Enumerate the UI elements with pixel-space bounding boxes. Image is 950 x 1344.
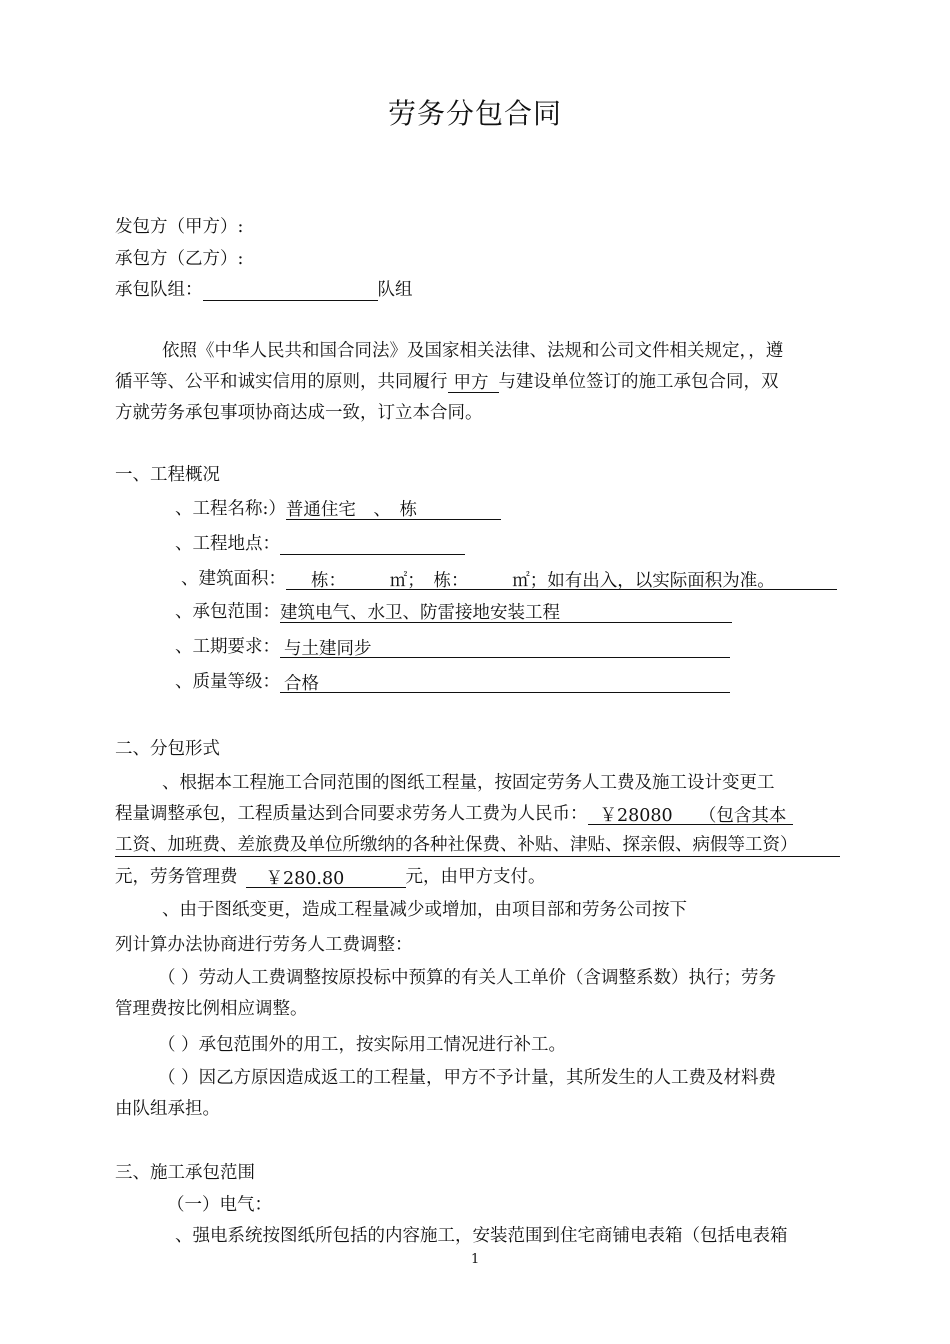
- section-2-heading: 二、分包形式: [115, 739, 220, 759]
- section-2-p1-line-2: [115, 803, 793, 825]
- contract-scope-row: [175, 601, 732, 623]
- team-blank: [203, 280, 378, 301]
- intro-line-2: [115, 371, 779, 393]
- intro-line-2c: 与建设单位签订的施工承包合同，双: [498, 372, 779, 392]
- building-area-value: 栋： ㎡； 栋： ㎡；如有出入，以实际面积为准。: [286, 570, 837, 590]
- quality-value: 合格: [280, 673, 730, 693]
- section-2-p1-line-3: 工资、加班费、差旅费及单位所缴纳的各种社保费、补贴、津贴、探亲假、病假等工资）: [115, 835, 798, 855]
- quality-label: 、质量等级：: [175, 672, 280, 692]
- adjustment-item-1-line-2: 管理费按比例相应调整。: [115, 999, 308, 1019]
- section-3-sub-1: （一）电气：: [167, 1195, 272, 1215]
- page-number: 1: [471, 1252, 480, 1267]
- schedule-value: 与土建同步: [280, 638, 730, 658]
- quality-row: [175, 671, 730, 693]
- adjustment-item-1-line-1: （ ）劳动人工费调整按原投标中预算的有关人工单价（含调整系数）执行；劳务: [158, 968, 777, 988]
- intro-line-3: 方就劳务承包事项协商达成一致，订立本合同。: [115, 403, 483, 423]
- section-2-p1-line-2a: 程量调整承包，工程质量达到合同要求劳务人工费为人民币：: [115, 804, 588, 824]
- project-name-label: 、工程名称:）: [175, 499, 286, 519]
- contract-scope-value: 建筑电气、水卫、防雷接地安装工程: [280, 602, 732, 623]
- adjustment-item-3-line-2: 由队组承担。: [115, 1099, 220, 1119]
- party-b-label: 承包方（乙方）:: [115, 249, 244, 269]
- section-2-p1-line-1: 、根据本工程施工合同范围的图纸工程量，按固定劳务人工费及施工设计变更工: [162, 773, 775, 793]
- schedule-row: [175, 636, 730, 658]
- contract-party-fill: 甲方: [448, 372, 499, 393]
- team-label: 承包队组：: [115, 280, 203, 300]
- building-area-label: 、建筑面积：: [181, 569, 286, 589]
- section-3-heading: 三、施工承包范围: [115, 1163, 255, 1183]
- team-row: [115, 279, 413, 301]
- section-3-p1: 、强电系统按图纸所包括的内容施工，安装范围到住宅商铺电表箱（包括电表箱: [175, 1226, 788, 1246]
- section-2-p1-line-4c: 元，由甲方支付。: [405, 867, 546, 887]
- section-2-p1-line-4: [115, 866, 546, 888]
- labor-cost-amount: ￥28080 （包含其本: [588, 805, 793, 825]
- section-2-p1-line-4a: 元，劳务管理费: [115, 867, 238, 887]
- project-location-row: [175, 533, 465, 555]
- underline-rule: [115, 856, 840, 857]
- contract-scope-label: 、承包范围：: [175, 602, 280, 622]
- project-name-value: 普通住宅 、 栋: [286, 499, 501, 520]
- team-suffix: 队组: [377, 280, 413, 300]
- schedule-label: 、工期要求：: [175, 637, 280, 657]
- adjustment-item-3-line-1: （ ）因乙方原因造成返工的工程量，甲方不予计量，其所发生的人工费及材料费: [158, 1068, 777, 1088]
- building-area-row: [181, 568, 837, 590]
- adjustment-item-2: （ ）承包范围外的用工，按实际用工情况进行补工。: [158, 1035, 567, 1055]
- project-location-label: 、工程地点：: [175, 534, 280, 554]
- project-name-row: [175, 498, 501, 520]
- section-2-p2-line-1: 、由于图纸变更，造成工程量减少或增加，由项目部和劳务公司按下: [162, 900, 687, 920]
- intro-line-2a: 循平等、公平和诚实信用的原则，共同履行: [115, 372, 448, 392]
- section-1-heading: 一、工程概况: [115, 465, 220, 485]
- party-a-label: 发包方（甲方）:: [115, 217, 244, 237]
- section-2-p2-line-2: 列计算办法协商进行劳务人工费调整：: [115, 935, 413, 955]
- project-location-blank: [280, 534, 465, 555]
- intro-line-1: 依照《中华人民共和国合同法》及国家相关法律、法规和公司文件相关规定，，遵: [162, 341, 784, 361]
- document-title: 劳务分包合同: [387, 97, 562, 130]
- management-fee-amount: ￥280.80: [246, 868, 406, 888]
